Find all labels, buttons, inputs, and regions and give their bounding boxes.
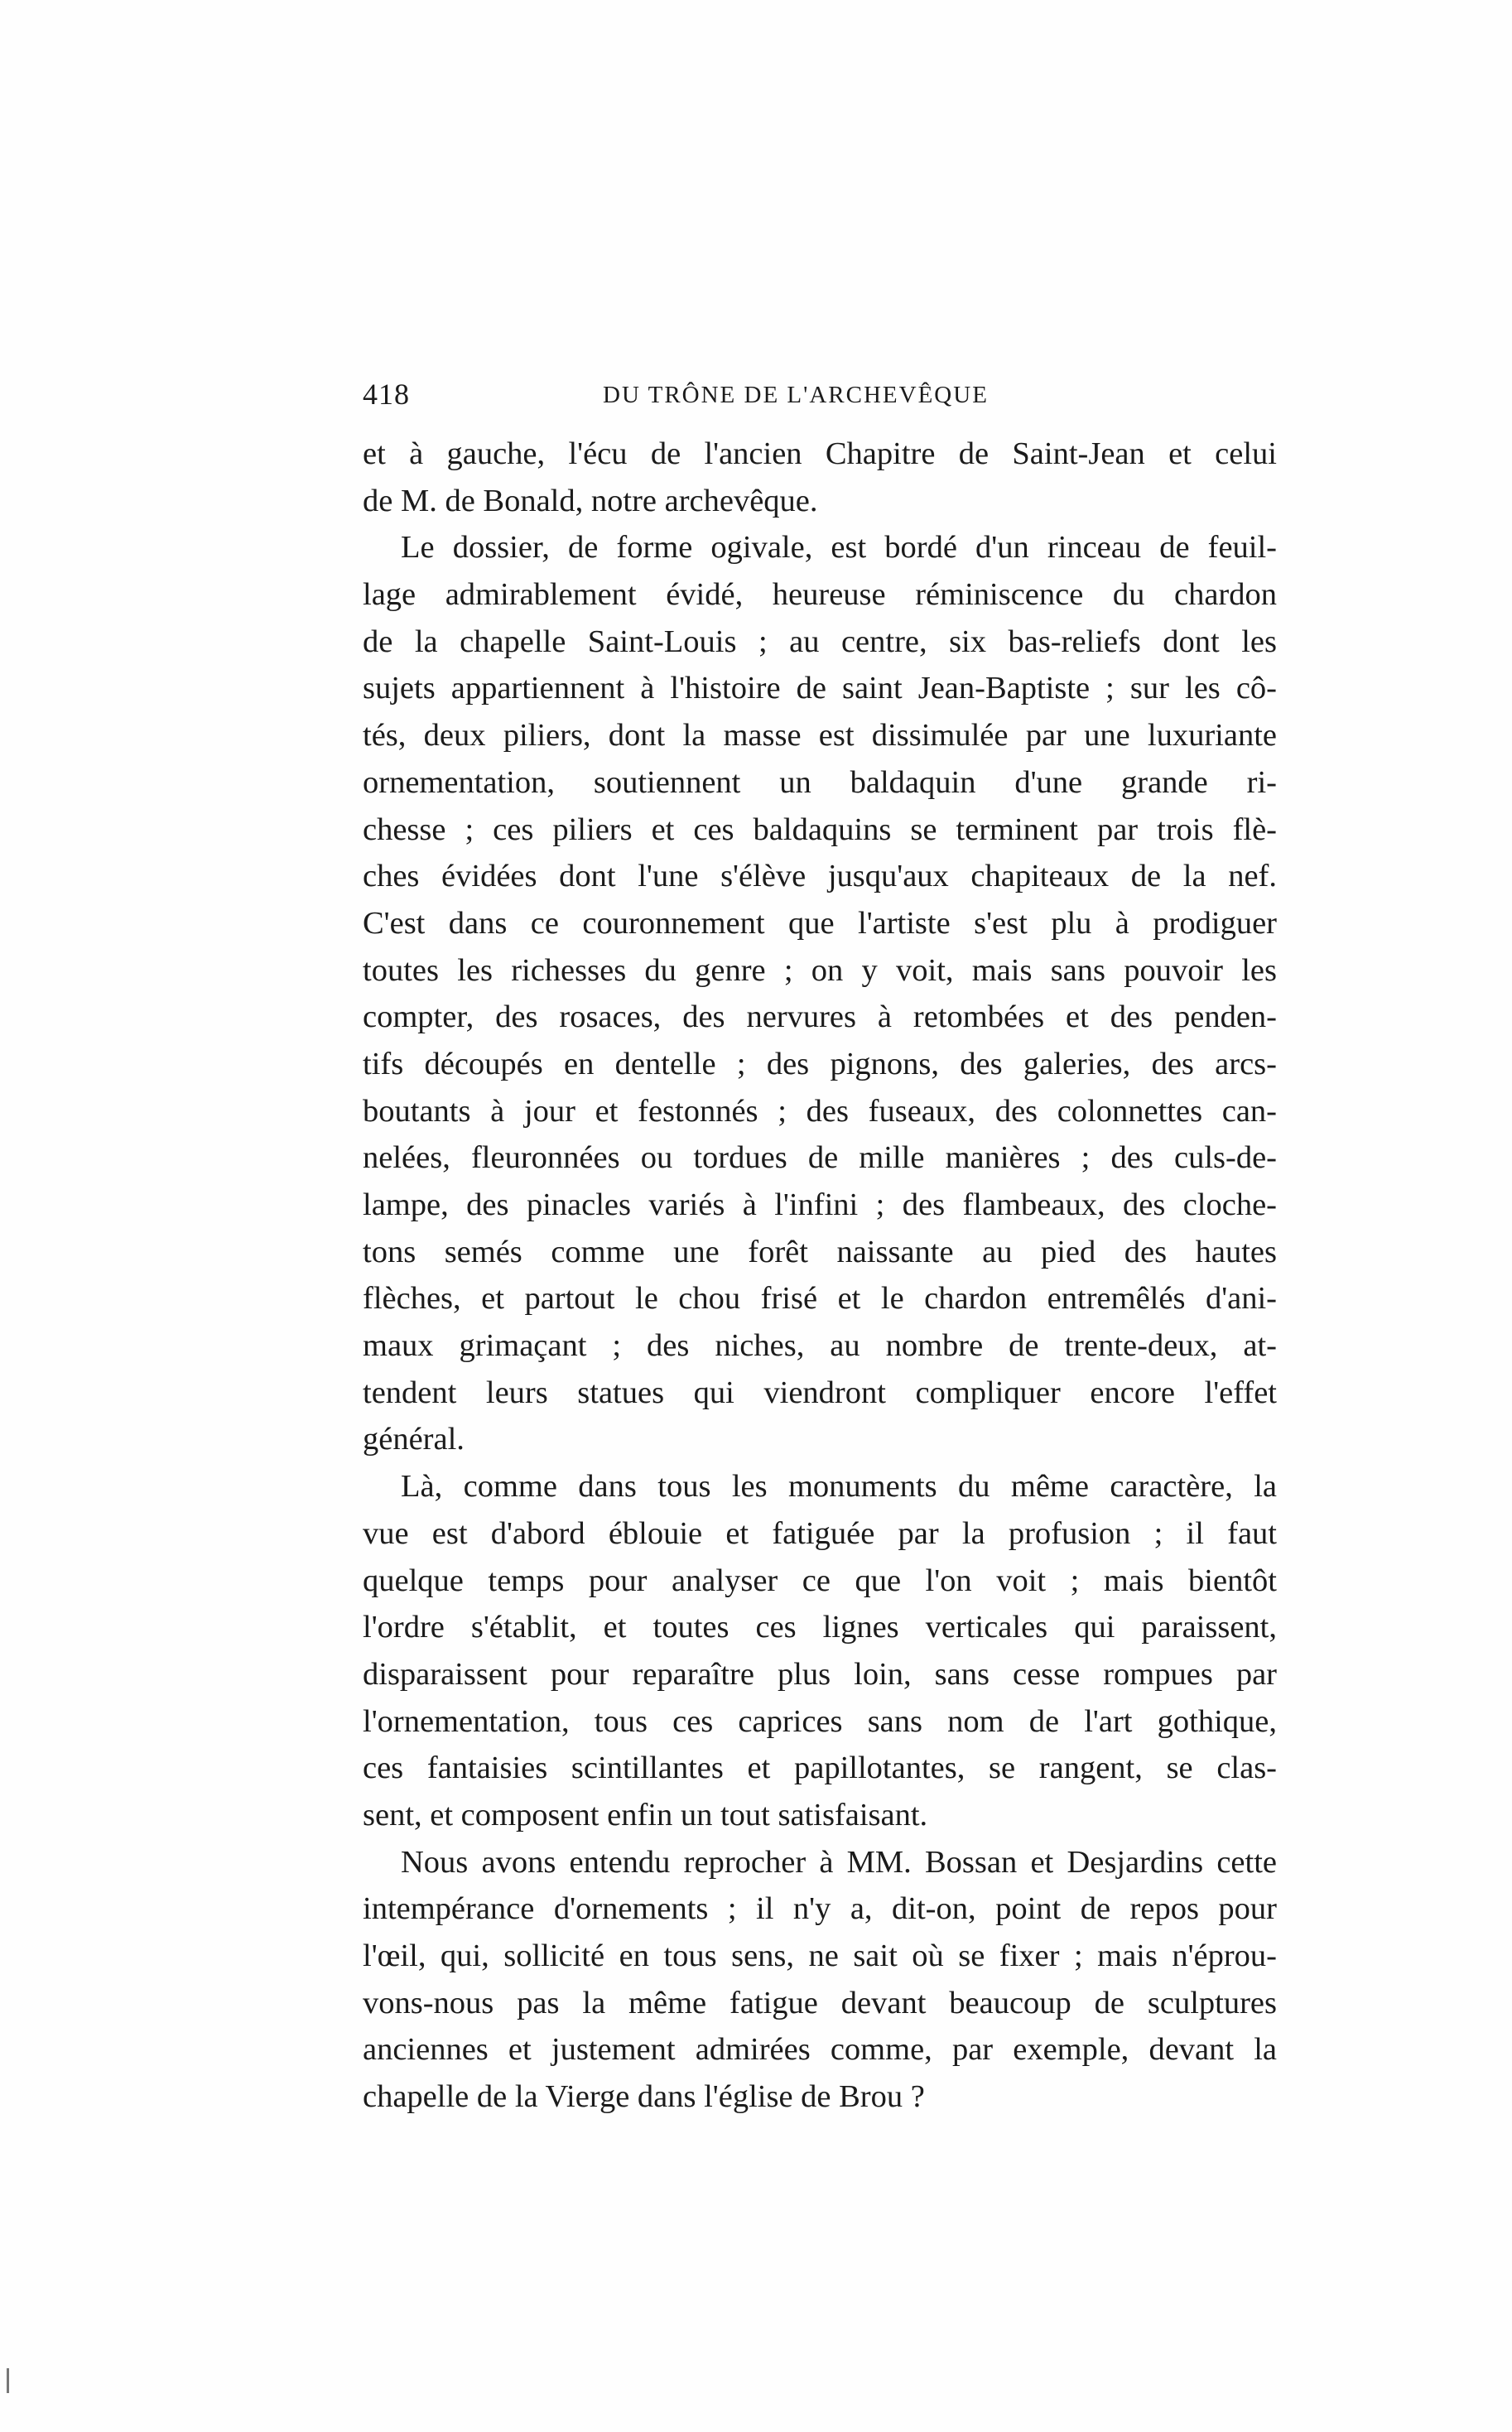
text-line: l'œil, qui, sollicité en tous sens, ne sait où se fixer ; mais n'éprou-: [363, 1938, 1277, 1973]
text-line: ornementation, soutiennent un baldaquin d'une grande ri-: [363, 764, 1277, 800]
text-line: ches évidées dont l'une s'élève jusqu'aux chapiteaux de la nef.: [363, 859, 1277, 894]
text-line: tés, deux piliers, dont la masse est dissimulée par une luxuriante: [363, 718, 1277, 754]
text-line: sujets appartiennent à l'histoire de saint Jean-Baptiste ; sur les cô-: [363, 671, 1277, 706]
scan-edge-mark: [7, 2368, 9, 2393]
text-line: général.: [363, 1422, 465, 1457]
text-line: Nous avons entendu reprocher à MM. Bossan et Desjardins cette: [401, 1844, 1277, 1880]
text-line: tifs découpés en dentelle ; des pignons, des galeries, des arcs-: [363, 1046, 1277, 1081]
text-line: toutes les richesses du genre ; on y voit, mais sans pouvoir les: [363, 952, 1277, 988]
running-title: DU TRÔNE DE L'ARCHEVÊQUE: [603, 382, 989, 408]
text-line: intempérance d'ornements ; il n'y a, dit-on, point de repos pour: [363, 1891, 1277, 1927]
text-line: chesse ; ces piliers et ces baldaquins se terminent par trois flè-: [363, 811, 1277, 847]
page-number: 418: [363, 378, 410, 411]
text-line: compter, des rosaces, des nervures à retombées et des penden-: [363, 999, 1277, 1035]
text-line: anciennes et justement admirées comme, par exemple, devant la: [363, 2032, 1277, 2068]
text-line: boutants à jour et festonnés ; des fuseaux, des colonnettes can-: [363, 1093, 1277, 1129]
text-line: vue est d'abord éblouie et fatiguée par la profusion ; il faut: [363, 1515, 1277, 1551]
text-line: lampe, des pinacles variés à l'infini ; des flambeaux, des cloche-: [363, 1187, 1277, 1222]
text-line: tendent leurs statues qui viendront compliquer encore l'effet: [363, 1375, 1277, 1410]
text-line: Le dossier, de forme ogivale, est bordé d'un rinceau de feuil-: [401, 530, 1277, 566]
text-line: Là, comme dans tous les monuments du même caractère, la: [401, 1469, 1277, 1505]
text-line: tons semés comme une forêt naissante au pied des hautes: [363, 1234, 1277, 1269]
text-line: l'ornementation, tous ces caprices sans nom de l'art gothique,: [363, 1703, 1277, 1739]
text-line: chapelle de la Vierge dans l'église de Brou ?: [363, 2079, 925, 2115]
text-line: disparaissent pour reparaître plus loin, sans cesse rompues par: [363, 1656, 1277, 1692]
text-line: de M. de Bonald, notre archevêque.: [363, 483, 818, 518]
page-header: [363, 377, 1274, 418]
text-line: nelées, fleuronnées ou tordues de mille manières ; des culs-de-: [363, 1140, 1277, 1176]
text-line: maux grimaçant ; des niches, au nombre de trente-deux, at-: [363, 1328, 1277, 1364]
text-line: sent, et composent enfin un tout satisfaisant.: [363, 1797, 928, 1832]
text-line: quelque temps pour analyser ce que l'on voit ; mais bientôt: [363, 1563, 1277, 1598]
text-line: C'est dans ce couronnement que l'artiste s'est plu à prodiguer: [363, 905, 1277, 941]
text-line: lage admirablement évidé, heureuse réminiscence du chardon: [363, 577, 1277, 613]
text-line: vons-nous pas la même fatigue devant beaucoup de sculptures: [363, 1985, 1277, 2020]
text-line: et à gauche, l'écu de l'ancien Chapitre de Saint-Jean et celui: [363, 436, 1277, 471]
text-line: flèches, et partout le chou frisé et le chardon entremêlés d'ani-: [363, 1281, 1277, 1317]
text-line: de la chapelle Saint-Louis ; au centre, six bas-reliefs dont les: [363, 624, 1277, 659]
text-line: l'ordre s'établit, et toutes ces lignes verticales qui paraissent,: [363, 1610, 1277, 1645]
body-text: [363, 431, 1277, 2121]
text-line: ces fantaisies scintillantes et papillotantes, se rangent, se clas-: [363, 1751, 1277, 1786]
